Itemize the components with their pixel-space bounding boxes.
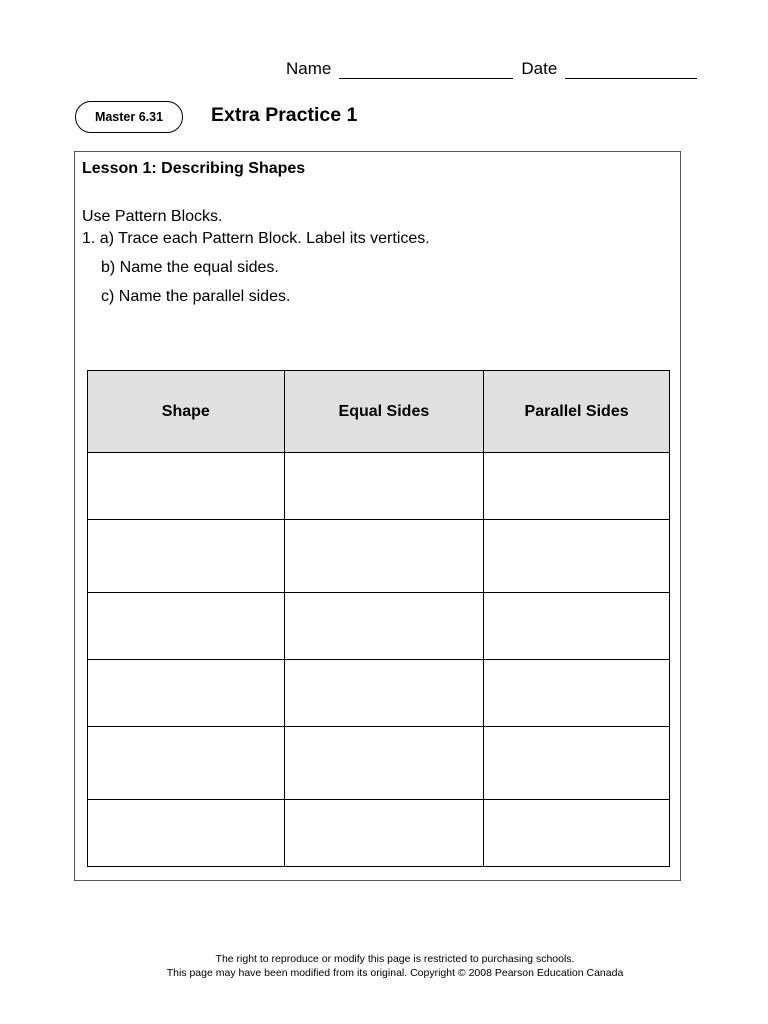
- header-shape: Shape: [88, 371, 285, 453]
- lesson-title: Lesson 1: Describing Shapes: [82, 160, 306, 177]
- date-blank[interactable]: [565, 58, 697, 79]
- question-1a: 1. a) Trace each Pattern Block. Label its vertices.: [82, 230, 430, 247]
- table-row: [88, 520, 670, 593]
- intro-text: Use Pattern Blocks.: [82, 208, 223, 225]
- equal-sides-cell[interactable]: [284, 520, 484, 593]
- equal-sides-cell[interactable]: [284, 727, 484, 800]
- table-row: [88, 800, 670, 867]
- shape-cell[interactable]: [88, 520, 285, 593]
- date-label: Date: [521, 59, 558, 78]
- name-label: Name: [286, 59, 332, 78]
- equal-sides-cell[interactable]: [284, 800, 484, 867]
- name-blank[interactable]: [339, 58, 513, 79]
- table-row: [88, 453, 670, 520]
- table-row: [88, 660, 670, 727]
- lesson-box: [74, 151, 681, 881]
- shape-cell[interactable]: [88, 593, 285, 660]
- equal-sides-cell[interactable]: [284, 593, 484, 660]
- header-parallel-sides: Parallel Sides: [484, 371, 670, 453]
- equal-sides-cell[interactable]: [284, 660, 484, 727]
- shape-cell[interactable]: [88, 727, 285, 800]
- table-row: [88, 593, 670, 660]
- shape-cell[interactable]: [88, 453, 285, 520]
- parallel-sides-cell[interactable]: [484, 727, 670, 800]
- table-row: [88, 727, 670, 800]
- shapes-table: [87, 370, 670, 867]
- parallel-sides-cell[interactable]: [484, 520, 670, 593]
- question-1c: c) Name the parallel sides.: [101, 288, 291, 305]
- footer-line-2: This page may have been modified from its original. Copyright © 2008 Pearson Education Canada: [166, 967, 624, 979]
- parallel-sides-cell[interactable]: [484, 660, 670, 727]
- master-badge: [75, 101, 183, 133]
- parallel-sides-cell[interactable]: [484, 593, 670, 660]
- name-date-header: [286, 58, 697, 79]
- parallel-sides-cell[interactable]: [484, 800, 670, 867]
- master-label: Master 6.31: [94, 110, 164, 124]
- shape-cell[interactable]: [88, 660, 285, 727]
- equal-sides-cell[interactable]: [284, 453, 484, 520]
- copyright-footer: [0, 952, 768, 980]
- page-title: Extra Practice 1: [211, 104, 358, 126]
- shape-cell[interactable]: [88, 800, 285, 867]
- parallel-sides-cell[interactable]: [484, 453, 670, 520]
- footer-line-1: The right to reproduce or modify this page is restricted to purchasing schools.: [215, 953, 575, 965]
- table-header-row: [88, 371, 670, 453]
- header-equal-sides: Equal Sides: [284, 371, 484, 453]
- question-1b: b) Name the equal sides.: [101, 259, 279, 276]
